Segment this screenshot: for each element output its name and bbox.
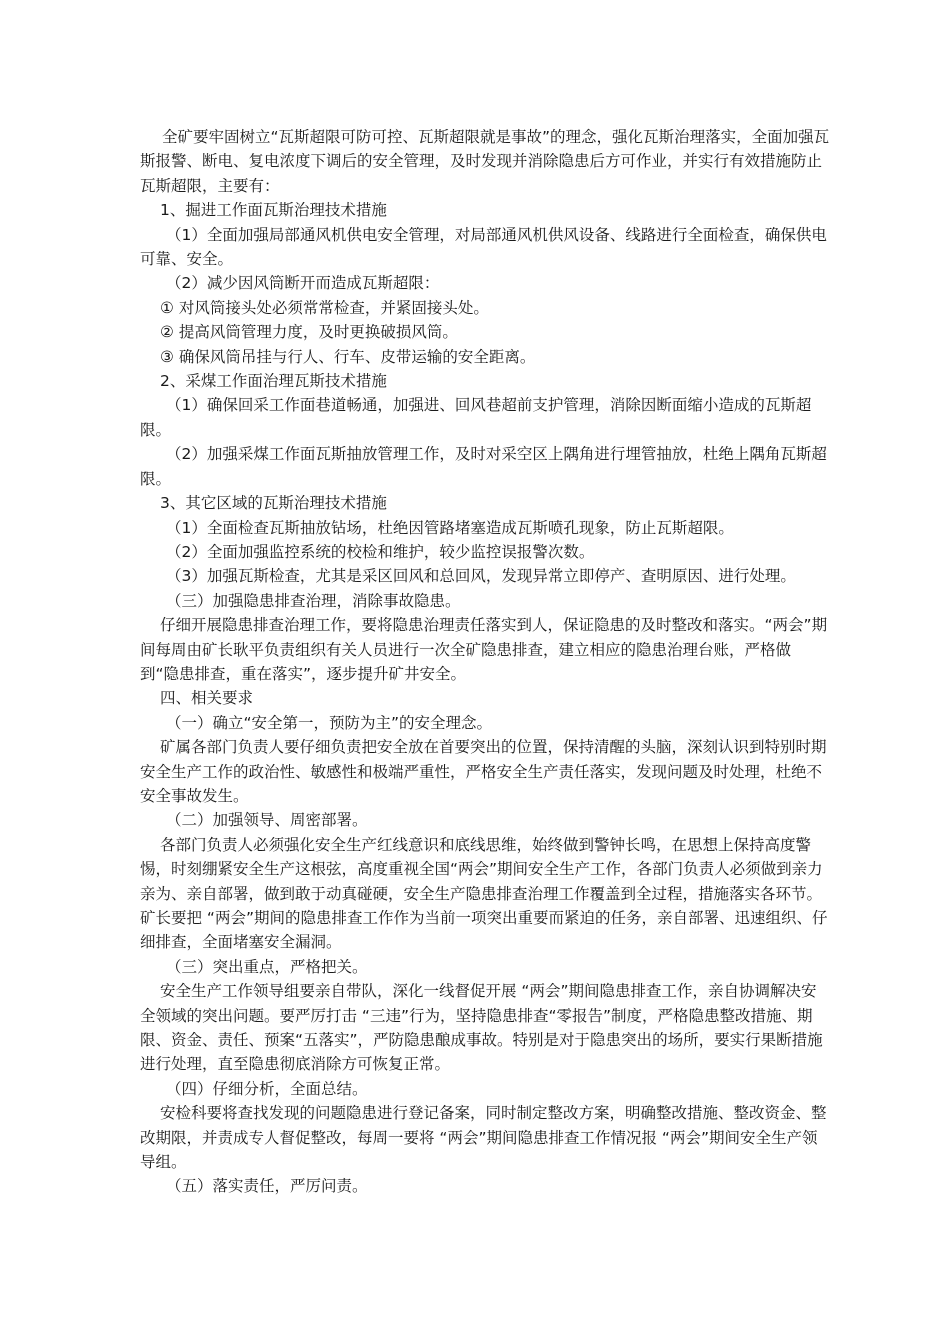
- list-item-3: ③ 确保风筒吊挂与行人、行车、皮带运输的安全距离。: [160, 347, 536, 366]
- paragraph-intro: 全矿要牢固树立“瓦斯超限可防可控、瓦斯超限就是事故”的理念，强化瓦斯治理落实，全面加强瓦斯报警、断电、复电浓度下调后的安全管理，及时发现并消除隐患后方可作业，并实行有效措施防止瓦斯超限，主要有：: [140, 128, 830, 195]
- subheading-requirement-1: （一）确立“安全第一，预防为主”的安全理念。: [166, 713, 493, 732]
- subheading-requirement-2: （二）加强领导、周密部署。: [166, 811, 368, 830]
- paragraph-requirement-3: 安全生产工作领导组要亲自带队，深化一线督促开展 “两会”期间隐患排查工作，亲自协调解决安全领域的突出问题。要严厉打击 “三违”行为，坚持隐患排查“零报告”制度，严格隐患整改措施、期限、资金、责任、预案“五落实”，严防隐患酿成事故。特别是对于隐患突出的场所，要实行果断措施进行处理，直至隐患彻底消除方可恢复正常。: [140, 982, 823, 1074]
- paragraph-3-1: （1）全面检查瓦斯抽放钻场，杜绝因管路堵塞造成瓦斯喷孔现象，防止瓦斯超限。: [166, 518, 734, 537]
- subheading-requirement-4: （四）仔细分析，全面总结。: [166, 1079, 368, 1098]
- list-item-1: ① 对风筒接头处必须常常检查，并紧固接头处。: [160, 298, 489, 317]
- subheading-hazard-control: （三）加强隐患排查治理，消除事故隐患。: [166, 591, 461, 610]
- paragraph-requirement-1: 矿属各部门负责人要仔细负责把安全放在首要突出的位置，保持清醒的头脑，深刻认识到特别时期安全生产工作的政治性、敏感性和极端严重性，严格安全生产责任落实，发现问题及时处理，杜绝不安全事故发生。: [140, 738, 827, 805]
- paragraph-2-2: （2）加强采煤工作面瓦斯抽放管理工作，及时对采空区上隅角进行埋管抽放，杜绝上隅角瓦斯超限。: [140, 445, 827, 488]
- section-heading-3: 3、其它区域的瓦斯治理技术措施: [160, 494, 387, 513]
- paragraph-1-2: （2）减少因风筒断开而造成瓦斯超限：: [166, 274, 440, 293]
- paragraph-2-1: （1）确保回采工作面巷道畅通，加强进、回风巷超前支护管理，消除因断面缩小造成的瓦斯超限。: [140, 396, 812, 439]
- paragraph-requirement-2: 各部门负责人必须强化安全生产红线意识和底线思维，始终做到警钟长鸣，在思想上保持高度警惕，时刻绷紧安全生产这根弦，高度重视全国“两会”期间安全生产工作，各部门负责人必须做到亲力亲为、亲自部署，做到敢于动真碰硬，安全生产隐患排查治理工作覆盖到全过程，措施落实各环节。矿长要把 “两会”期间的隐患排查工作作为当前一项突出重要而紧迫的任务，亲自部署、迅速组织、仔细排查，全面堵塞安全漏洞。: [140, 835, 828, 952]
- subheading-requirement-3: （三）突出重点，严格把关。: [166, 957, 368, 976]
- section-heading-2: 2、采煤工作面治理瓦斯技术措施: [160, 372, 387, 391]
- section-heading-requirements: 四、相关要求: [160, 689, 254, 708]
- list-item-2: ② 提高风筒管理力度，及时更换破损风筒。: [160, 323, 458, 342]
- paragraph-3-2: （2）全面加强监控系统的校检和维护，较少监控误报警次数。: [166, 542, 595, 561]
- paragraph-requirement-4: 安检科要将查找发现的问题隐患进行登记备案，同时制定整改方案，明确整改措施、整改资金、整改期限，并责成专人督促整改，每周一要将 “两会”期间隐患排查工作情况报 “两会”期间安全生产领导组。: [140, 1104, 827, 1172]
- subheading-requirement-5: （五）落实责任，严厉问责。: [166, 1177, 368, 1196]
- paragraph-hazard-control: 仔细开展隐患排查治理工作，要将隐患治理责任落实到人，保证隐患的及时整改和落实。“两会”期间每周由矿长耿平负责组织有关人员进行一次全矿隐患排查，建立相应的隐患治理台账，严格做到“隐患排查，重在落实”，逐步提升矿井安全。: [140, 616, 828, 683]
- section-heading-1: 1、掘进工作面瓦斯治理技术措施: [160, 201, 387, 220]
- document-body: [140, 125, 830, 1199]
- paragraph-3-3: （3）加强瓦斯检查，尤其是采区回风和总回风，发现异常立即停产、查明原因、进行处理。: [166, 567, 796, 586]
- paragraph-1-1: （1）全面加强局部通风机供电安全管理，对局部通风机供风设备、线路进行全面检查，确保供电可靠、安全。: [140, 225, 827, 269]
